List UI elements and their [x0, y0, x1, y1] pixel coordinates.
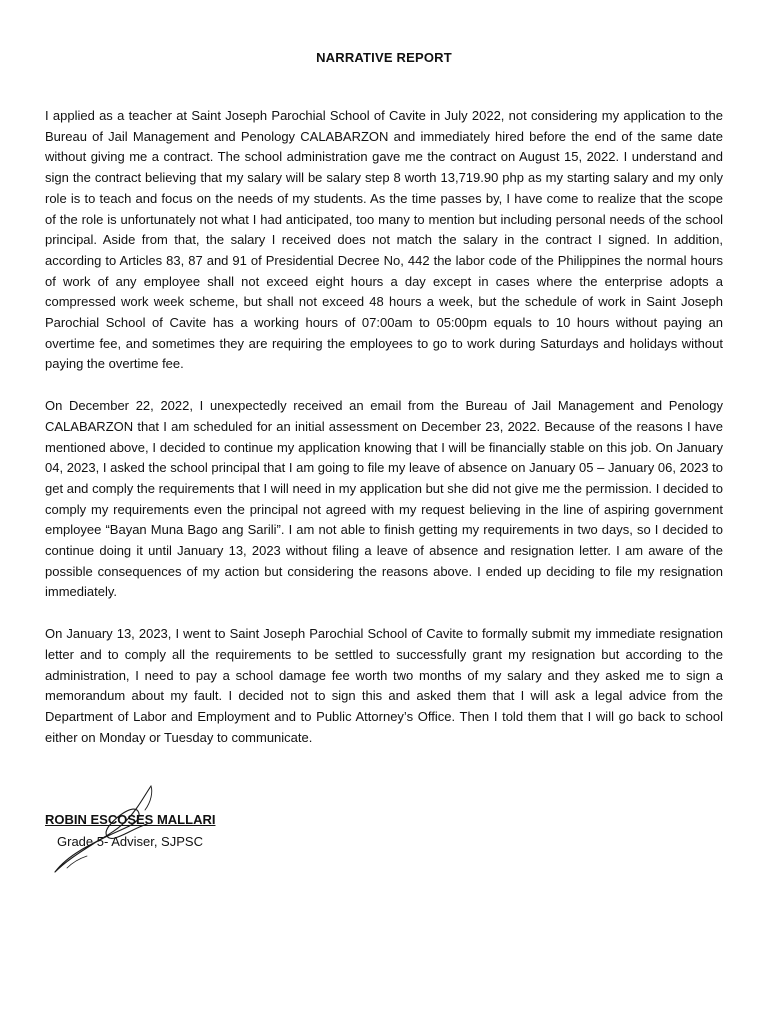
- document-title: NARRATIVE REPORT: [316, 50, 452, 65]
- paragraph-3: On January 13, 2023, I went to Saint Joseph Parochial School of Cavite to formally submit my immediate resignation letter and to comply all the requirements to be settled to successfully grant my resignation but according to the administration, I need to pay a school damage fee worth two months of my salary and they asked me to sign a memorandum about my fault. I decided not to sign this and asked them that I will ask a legal advice from the Department of Labor and Employment and to Public Attorney’s Office. Then I told them that I will go back to school either on Monday or Tuesday to communicate.: [45, 626, 723, 745]
- paragraph-2: On December 22, 2022, I unexpectedly received an email from the Bureau of Jail Management and Penology CALABARZON that I am scheduled for an initial assessment on December 23, 2022. Because of the reasons I have mentioned above, I decided to continue my application knowing that I will be financially stable on this job. On January 04, 2023, I asked the school principal that I am going to file my leave of absence on January 05 – January 06, 2023 to get and comply the requirements that I will need in my application but she did not give me the permission. I decided to comply my requirements even the principal not agreed with my request believing in the line of aspiring government employee “Bayan Muna Bago ang Sarili”. I am not able to finish getting my requirements in two days, so I decided to continue doing it until January 13, 2023 without filing a leave of absence and resignation letter. I am aware of the possible consequences of my action but considering the reasons above. I ended up deciding to file my resignation immediately.: [45, 398, 723, 600]
- signatory-name: ROBIN ESCOSES MALLARI: [45, 812, 216, 827]
- document-body: [45, 106, 723, 769]
- signatory-role: Grade 5- Adviser, SJPSC: [57, 834, 203, 849]
- handwritten-signature: [47, 780, 167, 880]
- signature-block: [45, 812, 345, 892]
- paragraph-1: I applied as a teacher at Saint Joseph Parochial School of Cavite in July 2022, not considering my application to the Bureau of Jail Management and Penology CALABARZON and immediately hired before the end of the same date without giving me a contract. The school administration gave me the contract on August 15, 2022. I understand and sign the contract believing that my salary will be salary step 8 worth 13,719.90 php as my starting salary and my only role is to teach and focus on the needs of my students. As the time passes by, I have come to realize that the scope of the role is unfortunately not what I had anticipated, too many to mention but including personal needs of the school principal. Aside from that, the salary I received does not match the salary in the contract I signed. In addition, according to Articles 83, 87 and 91 of Presidential Decree No, 442 the labor code of the Philippines the normal hours of work of any employee shall not exceed eight hours a day except in cases where the enterprise adopts a compressed work week scheme, but shall not exceed 48 hours a week, but the schedule of work in Saint Joseph Parochial School of Cavite has a working hours of 07:00am to 05:00pm equals to 10 hours without paying an overtime fee, and sometimes they are requiring the employees to go to work during Saturdays and holidays without paying the overtime fee.: [45, 108, 723, 372]
